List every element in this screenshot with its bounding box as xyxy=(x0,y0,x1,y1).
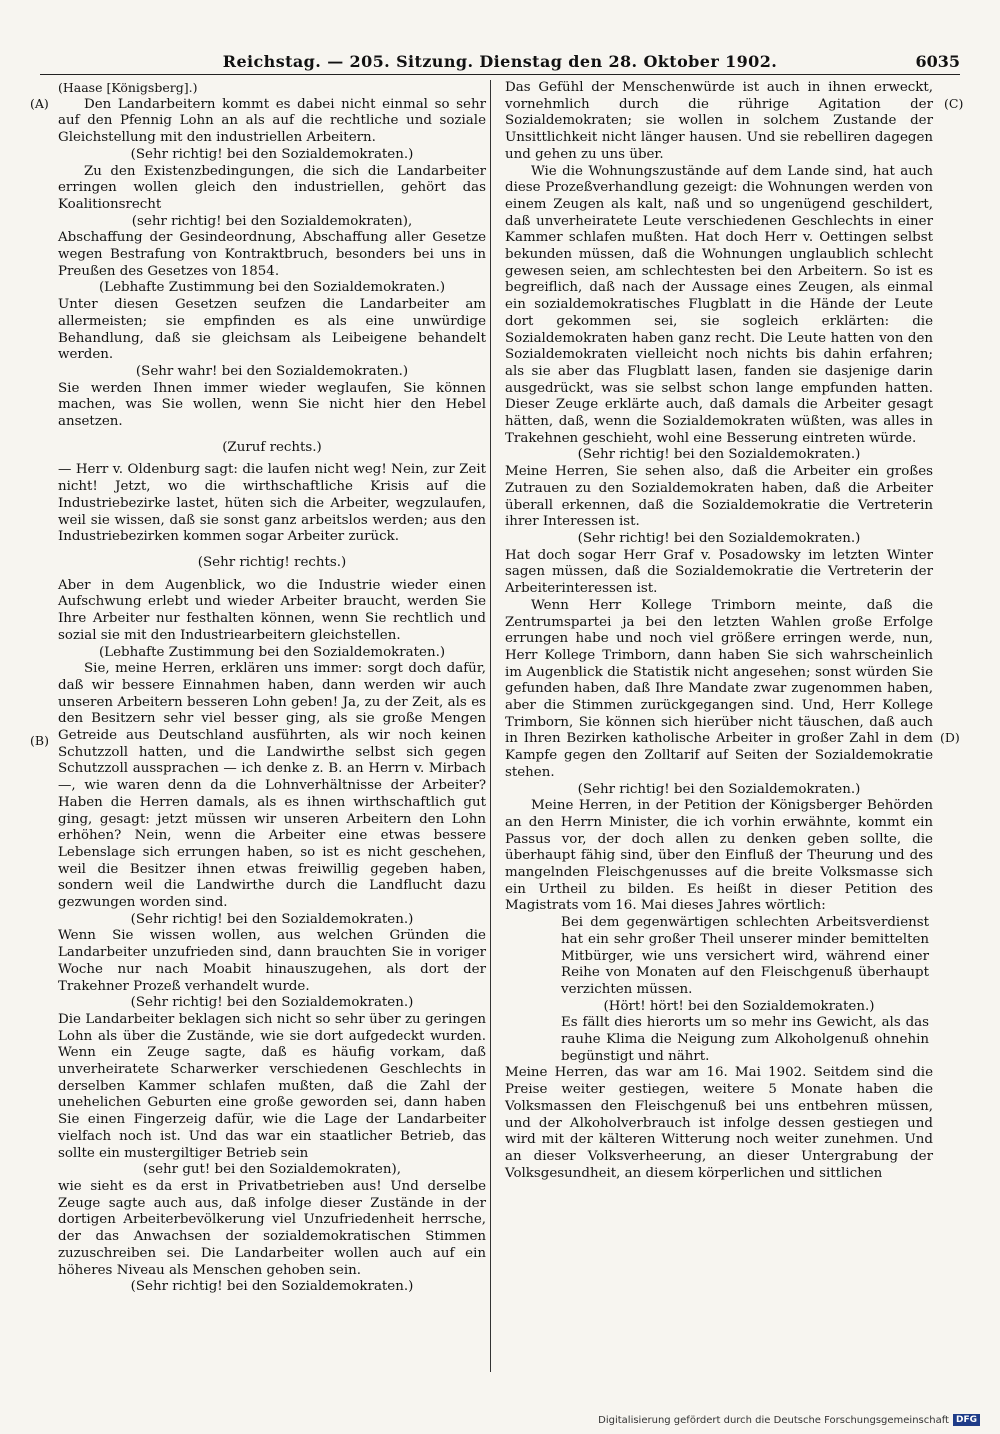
paragraph: Sie werden Ihnen immer wieder weglaufen, Sie können machen, was Sie wollen, wenn Sie nicht hier den Hebel ansetzen. xyxy=(58,380,486,430)
paragraph: Aber in dem Augenblick, wo die Industrie wieder einen Aufschwung erlebt und wieder Arbeiter braucht, werden Sie Ihre Arbeiter nur festhalten können, wenn Sie rechtlich und sozial sie mit den Industriearbeitern gleichstellen. xyxy=(58,577,486,643)
interjection: (Sehr richtig! bei den Sozialdemokraten.) xyxy=(130,146,414,162)
interjection: (Hört! hört! bei den Sozialdemokraten.) xyxy=(603,998,875,1014)
credit-text: Digitalisierung gefördert durch die Deutsche Forschungsgemeinschaft xyxy=(598,1414,949,1426)
interjection: (Sehr richtig! bei den Sozialdemokraten.) xyxy=(130,911,414,927)
page-header xyxy=(40,48,960,75)
block-quote: Bei dem gegenwärtigen schlechten Arbeitsverdienst hat ein sehr großer Theil unserer minder bemittelten Mitbürger, wie uns versichert wird, während einer Reihe von Monaten auf den Fleischgenuß überhaupt verzichten müssen. xyxy=(561,915,929,997)
margin-mark-d: (D) xyxy=(940,730,960,745)
paragraph: — Herr v. Oldenburg sagt: die laufen nicht weg! Nein, zur Zeit nicht! Jetzt, wo die wirthschaftliche Krisis auf die Industriebezirke lastet, hüten sich die Arbeiter, wegzulaufen, weil sie wissen, daß sie sonst ganz arbeitslos werden; aus den Industriebezirken kommen sogar Arbeiter zurück. xyxy=(58,462,486,545)
interjection: (Sehr richtig! bei den Sozialdemokraten.) xyxy=(577,447,861,463)
interjection: (Sehr richtig! rechts.) xyxy=(197,554,347,570)
paragraph: Meine Herren, in der Petition der Königsberger Behörden an den Herrn Minister, die ich vorhin erwähnte, kommt ein Passus vor, der doch allen zu denken geben sollte, die überhaupt fähig sind, über den Einfluß der Theurung und des mangelnden Fleischgenusses auf die breite Volksmasse sich ein Urtheil zu bilden. Es heißt in dieser Petition des Magistrats vom 16. Mai dieses Jahres wörtlich: xyxy=(505,798,933,914)
paragraph: Unter diesen Gesetzen seufzen die Landarbeiter am allermeisten; sie empfinden es als eine unwürdige Behandlung, daß sie gleichsam als Leibeigene behandelt werden. xyxy=(58,297,486,363)
paragraph: Wenn Sie wissen wollen, aus welchen Gründen die Landarbeiter unzufrieden sind, dann brauchten Sie in voriger Woche nur nach Moabit hinauszugehen, als dort der Trakehner Prozeß verhandelt wurde. xyxy=(58,928,486,994)
paragraph: Die Landarbeiter beklagen sich nicht so sehr über zu geringen Lohn als über die Zustände, wie sie dort aufgedeckt wurden. Wenn ein Zeuge sagte, daß es häufig vorkam, daß unverheiratete Scharwerker verschiedenen Geschlechts in derselben Kammer schlafen mußten, daß die Zahl der unehelichen Geburten eine große geworden sei, dann haben Sie einen Fingerzeig dafür, wie die Lage der Landarbeiter vielfach noch ist. Und das war ein staatlicher Betrieb, das sollte ein mustergiltiger Betrieb sein xyxy=(58,1011,486,1161)
page-number: 6035 xyxy=(915,51,960,71)
column-divider xyxy=(490,80,491,1372)
interjection: (Sehr richtig! bei den Sozialdemokraten.) xyxy=(130,995,414,1011)
digitization-credit xyxy=(598,1414,980,1426)
running-title: Reichstag. — 205. Sitzung. Dienstag den 28. Oktober 1902. xyxy=(222,51,778,71)
interjection: (Lebhafte Zustimmung bei den Sozialdemokraten.) xyxy=(98,644,446,660)
paragraph: Den Landarbeitern kommt es dabei nicht einmal so sehr auf den Pfennig Lohn an als auf die rechtliche und soziale Gleichstellung mit den industriellen Arbeitern. xyxy=(58,96,486,146)
margin-mark-a: (A) xyxy=(30,96,49,111)
left-column xyxy=(58,80,486,1296)
interjection: (sehr gut! bei den Sozialdemokraten), xyxy=(143,1162,401,1178)
paragraph: Wie die Wohnungszustände auf dem Lande sind, hat auch diese Prozeßverhandlung gezeigt: die Wohnungen werden von einem Zeugen als kalt, naß und so ungenügend geschildert, daß unverheiratete Leute verschiedenen Geschlechts in einer Kammer schlafen mußten. Hat doch Herr v. Oettingen selbst bekunden müssen, daß die Wohnungen unglaublich schlecht gewesen seien, am schlechtesten bei den Arbeitern. So ist es begreiflich, daß nach der Aussage eines Zeugen, als einmal ein sozialdemokratisches Flugblatt in die Hände der Leute dort gekommen sei, sie sogleich erklärten: die Sozialdemokraten haben ganz recht. Die Leute hatten von den Sozialdemokraten vielleicht noch nichts bis dahin erfahren; als sie aber das Flugblatt lasen, fanden sie dasjenige darin ausgedrückt, was sie selbst schon lange empfunden hatten. Dieser Zeuge erklärte auch, daß damals die Arbeiter gesagt hätten, daß, wenn die Sozialdemokraten wüßten, was alles in Trakehnen geschieht, wohl eine Besserung eintreten würde. xyxy=(505,163,933,446)
block-quote: Es fällt dies hierorts um so mehr ins Gewicht, als das rauhe Klima die Neigung zum Alkoholgenuß ohnehin begünstigt und nährt. xyxy=(561,1015,929,1064)
paragraph: Zu den Existenzbedingungen, die sich die Landarbeiter erringen wollen gleich den industriellen, gehört das Koalitionsrecht xyxy=(58,163,486,212)
paragraph: Das Gefühl der Menschenwürde ist auch in ihnen erweckt, vornehmlich durch die rührige Agitation der Sozialdemokraten; sie wollen in solchem Zustande der Unsittlichkeit nicht länger hausen. Und sie rebelliren dagegen und gehen zu uns über. xyxy=(505,80,933,162)
paragraph: Hat doch sogar Herr Graf v. Posadowsky im letzten Winter sagen müssen, daß die Sozialdemokratie die Vertreterin der Arbeiterinteressen ist. xyxy=(505,547,933,597)
paragraph: Wenn Herr Kollege Trimborn meinte, daß die Zentrumspartei ja bei den letzten Wahlen große Erfolge errungen habe und noch viel größere erringen werde, nun, Herr Kollege Trimborn, dann haben Sie sich wahrscheinlich im Augenblick die Statistik nicht angesehen; sonst würden Sie gefunden haben, daß Ihre Mandate zwar zugenommen haben, aber die Stimmen zurückgegangen sind. Und, Herr Kollege Trimborn, Sie können sich hierüber nicht täuschen, daß auch in Ihren Bezirken katholische Arbeiter in großer Zahl in dem Kampfe gegen den Zolltarif auf Seiten der Sozialdemokratie stehen. xyxy=(505,597,933,780)
interjection: (Lebhafte Zustimmung bei den Sozialdemokraten.) xyxy=(98,280,446,296)
margin-mark-c: (C) xyxy=(944,96,964,111)
interjection: (Zuruf rechts.) xyxy=(222,439,322,455)
interjection: (Sehr richtig! bei den Sozialdemokraten.) xyxy=(577,781,861,797)
interjection: (sehr richtig! bei den Sozialdemokraten), xyxy=(131,213,413,229)
right-column xyxy=(505,80,933,1182)
dfg-logo-icon: DFG xyxy=(953,1414,980,1426)
speaker-label: (Haase [Königsberg].) xyxy=(58,80,198,95)
paragraph: Meine Herren, Sie sehen also, daß die Arbeiter ein großes Zutrauen zu den Sozialdemokraten haben, daß die Arbeiter überall erkennen, daß die Sozialdemokratie die Vertreterin ihrer Interessen ist. xyxy=(505,464,933,530)
interjection: (Sehr richtig! bei den Sozialdemokraten.) xyxy=(130,1279,414,1295)
interjection: (Sehr wahr! bei den Sozialdemokraten.) xyxy=(135,363,409,379)
paragraph: Abschaffung der Gesindeordnung, Abschaffung aller Gesetze wegen Bestrafung von Kontraktbruch, besonders bei uns in Preußen des Gesetzes von 1854. xyxy=(58,230,486,279)
paragraph: wie sieht es da erst in Privatbetrieben aus! Und derselbe Zeuge sagte auch aus, daß infolge dieser Zustände in der dortigen Arbeiterbevölkerung viel Unzufriedenheit herrsche, der das Anwachsen der sozialdemokratischen Stimmen zuzuschreiben sei. Die Landarbeiter wollen auch auf ein höheres Niveau als Menschen gehoben sein. xyxy=(58,1179,486,1278)
margin-mark-b: (B) xyxy=(30,733,49,748)
paragraph: Sie, meine Herren, erklären uns immer: sorgt doch dafür, daß wir bessere Einnahmen haben, dann werden wir auch unseren Arbeitern besseren Lohn geben! Ja, zu der Zeit, als es den Besitzern sehr viel besser ging, als sie große Mengen Getreide aus Deutschland ausführten, als wir noch keinen Schutzzoll hatten, und die Landwirthe selbst sich gegen Schutzzoll aussprachen — ich denke z. B. an Herrn v. Mirbach —, wie waren denn da die Lohnverhältnisse der Arbeiter? Haben die Herren damals, als es ihnen wirthschaftlich gut ging, gesagt: jetzt müssen wir unseren Arbeitern den Lohn erhöhen? Nein, wenn die Arbeiter eine etwas bessere Lebenslage sich errungen haben, so ist es nicht geschehen, weil die Besitzer ihnen etwas freiwillig gegeben haben, sondern weil die Landwirthe durch die Landflucht dazu gezwungen worden sind. xyxy=(58,661,486,911)
paragraph: Meine Herren, das war am 16. Mai 1902. Seitdem sind die Preise weiter gestiegen, weitere 5 Monate haben die Volksmassen den Fleischgenuß bei uns entbehren müssen, und der Alkoholverbrauch ist infolge dessen gestiegen und wird mit der kälteren Witterung noch weiter zunehmen. Und an dieser Volksverheerung, an dieser Untergrabung der Volksgesundheit, an diesem körperlichen und sittlichen xyxy=(505,1065,933,1181)
interjection: (Sehr richtig! bei den Sozialdemokraten.) xyxy=(577,530,861,546)
